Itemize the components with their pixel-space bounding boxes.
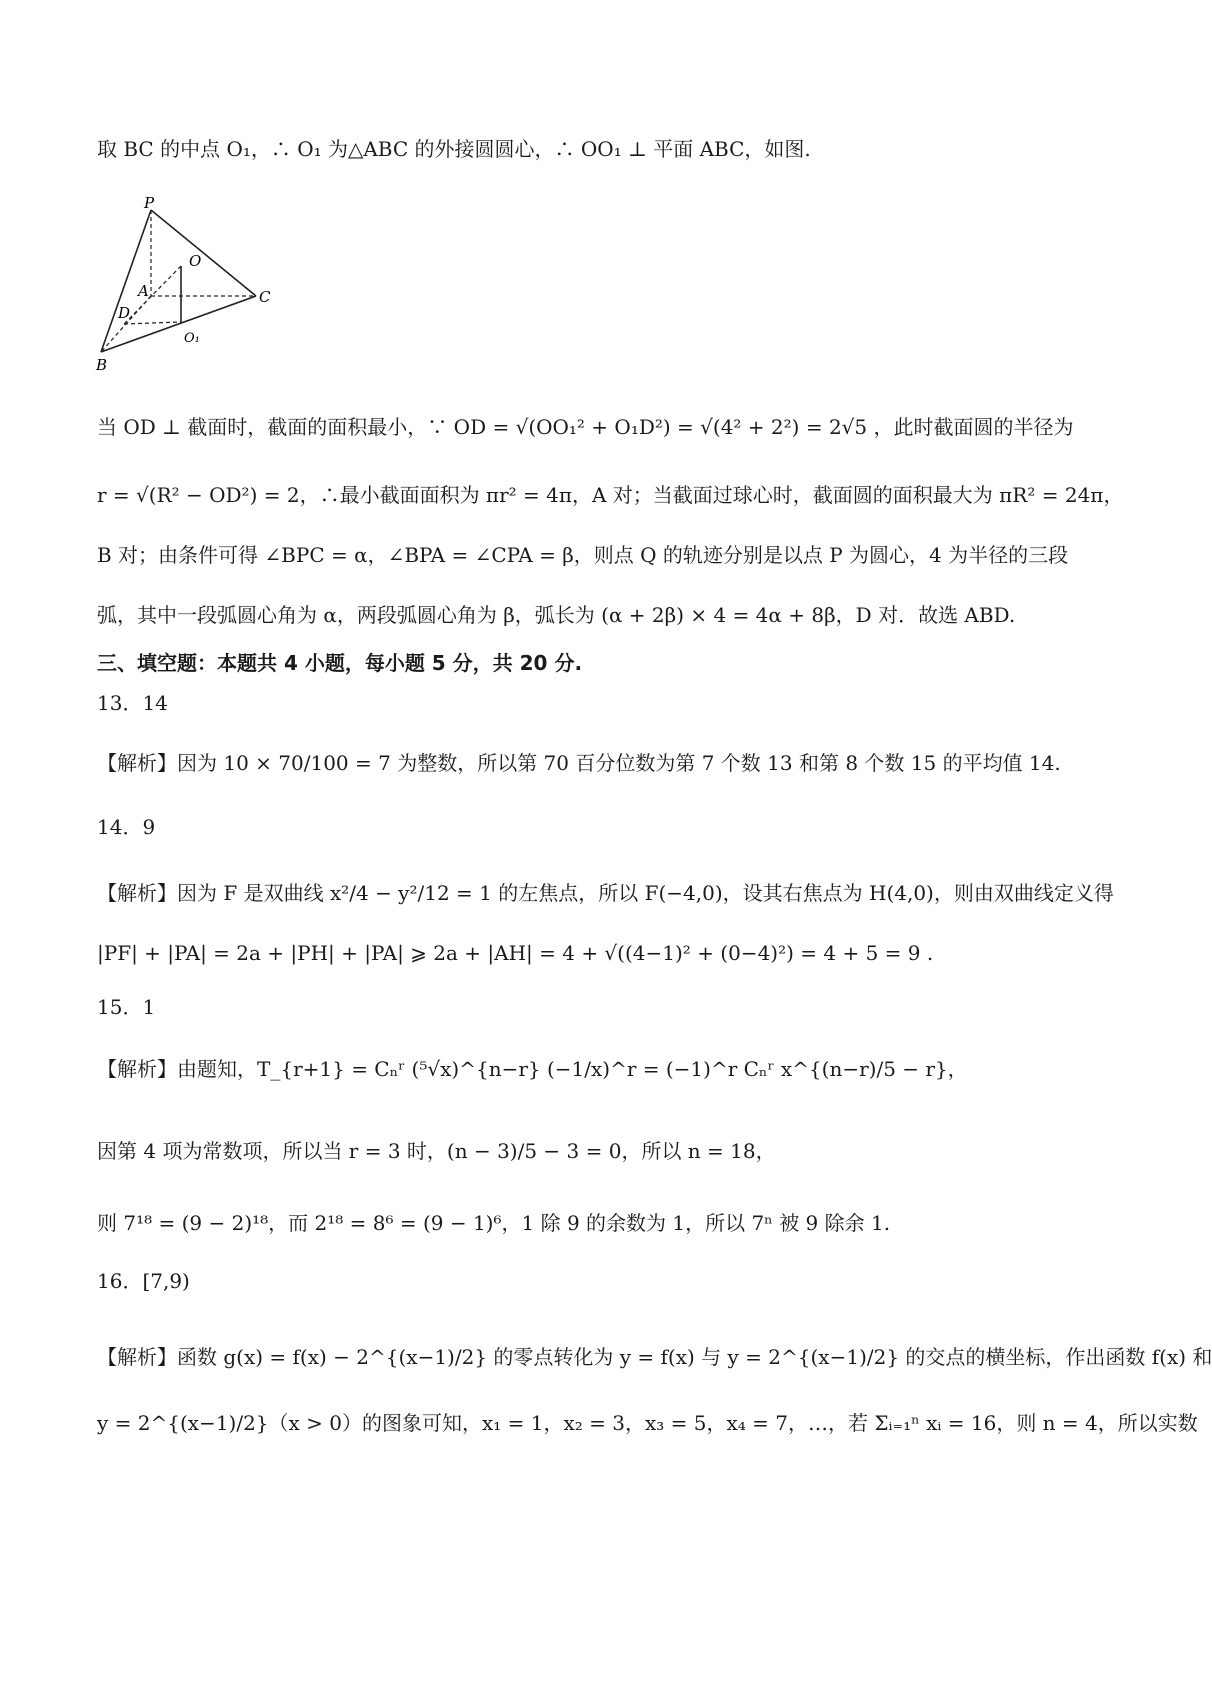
section-heading: 三、填空题：本题共 4 小题，每小题 5 分，共 20 分. (97, 651, 583, 675)
answer-13: 13．14 (97, 691, 168, 715)
label-P: P (144, 194, 155, 212)
paragraph-line-3: B 对；由条件可得 ∠BPC = α，∠BPA = ∠CPA = β，则点 Q 的轨迹分别是以点 P 为圆心，4 为半径的三段 (97, 543, 1069, 567)
label-C: C (259, 288, 271, 306)
solution-14-line-1: 【解析】因为 F 是双曲线 x²/4 − y²/12 = 1 的左焦点，所以 F(−4,0)，设其右焦点为 H(4,0)，则由双曲线定义得 (97, 881, 1114, 905)
label-A: A (138, 282, 149, 300)
paragraph-line-4: 弧，其中一段弧圆心角为 α，两段弧圆心角为 β，弧长为 (α + 2β) × 4 = 4α + 8β，D 对．故选 ABD. (97, 603, 1016, 627)
pyramid-figure (96, 194, 296, 375)
answer-16: 16．[7,9) (97, 1269, 190, 1293)
paragraph-line-2: r = √(R² − OD²) = 2，∴最小截面面积为 πr² = 4π，A 对；当截面过球心时，截面圆的面积最大为 πR² = 24π， (97, 483, 1124, 507)
solution-16-line-1: 【解析】函数 g(x) = f(x) − 2^{(x−1)/2} 的零点转化为 y = f(x) 与 y = 2^{(x−1)/2} 的交点的横坐标，作出函数 f(x) 和 (97, 1345, 1212, 1369)
label-B: B (96, 356, 108, 374)
solution-15-line-2: 因第 4 项为常数项，所以当 r = 3 时，(n − 3)/5 − 3 = 0，所以 n = 18， (97, 1139, 776, 1163)
solution-13: 【解析】因为 10 × 70/100 = 7 为整数，所以第 70 百分位数为第 7 个数 13 和第 8 个数 15 的平均值 14. (97, 751, 1061, 775)
paragraph-line-1: 当 OD ⊥ 截面时，截面的面积最小，∵ OD = √(OO₁² + O₁D²) = √(4² + 2²) = 2√5 ，此时截面圆的半径为 (97, 415, 1074, 439)
solution-16-line-2: y = 2^{(x−1)/2}（x > 0）的图象可知，x₁ = 1，x₂ = 3，x₃ = 5，x₄ = 7，…，若 Σᵢ₌₁ⁿ xᵢ = 16，则 n = 4，所以实数 (97, 1411, 1198, 1435)
solution-15-line-1: 【解析】由题知，T_{r+1} = Cₙʳ (⁵√x)^{n−r} (−1/x)^r = (−1)^r Cₙʳ x^{(n−r)/5 − r}， (97, 1057, 968, 1081)
solution-14-line-2: |PF| + |PA| = 2a + |PH| + |PA| ⩾ 2a + |AH| = 4 + √((4−1)² + (0−4)²) = 4 + 5 = 9 . (97, 941, 934, 965)
solution-15-line-3: 则 7¹⁸ = (9 − 2)¹⁸，而 2¹⁸ = 8⁶ = (9 − 1)⁶，1 除 9 的余数为 1，所以 7ⁿ 被 9 除余 1. (97, 1211, 891, 1235)
label-O: O (189, 252, 202, 270)
intro-line: 取 BC 的中点 O₁，∴ O₁ 为△ABC 的外接圆圆心，∴ OO₁ ⊥ 平面 ABC，如图. (97, 137, 811, 161)
label-O1: O₁ (184, 331, 200, 346)
answer-14: 14．9 (97, 815, 156, 839)
answer-15: 15．1 (97, 995, 156, 1019)
label-D: D (118, 304, 131, 322)
